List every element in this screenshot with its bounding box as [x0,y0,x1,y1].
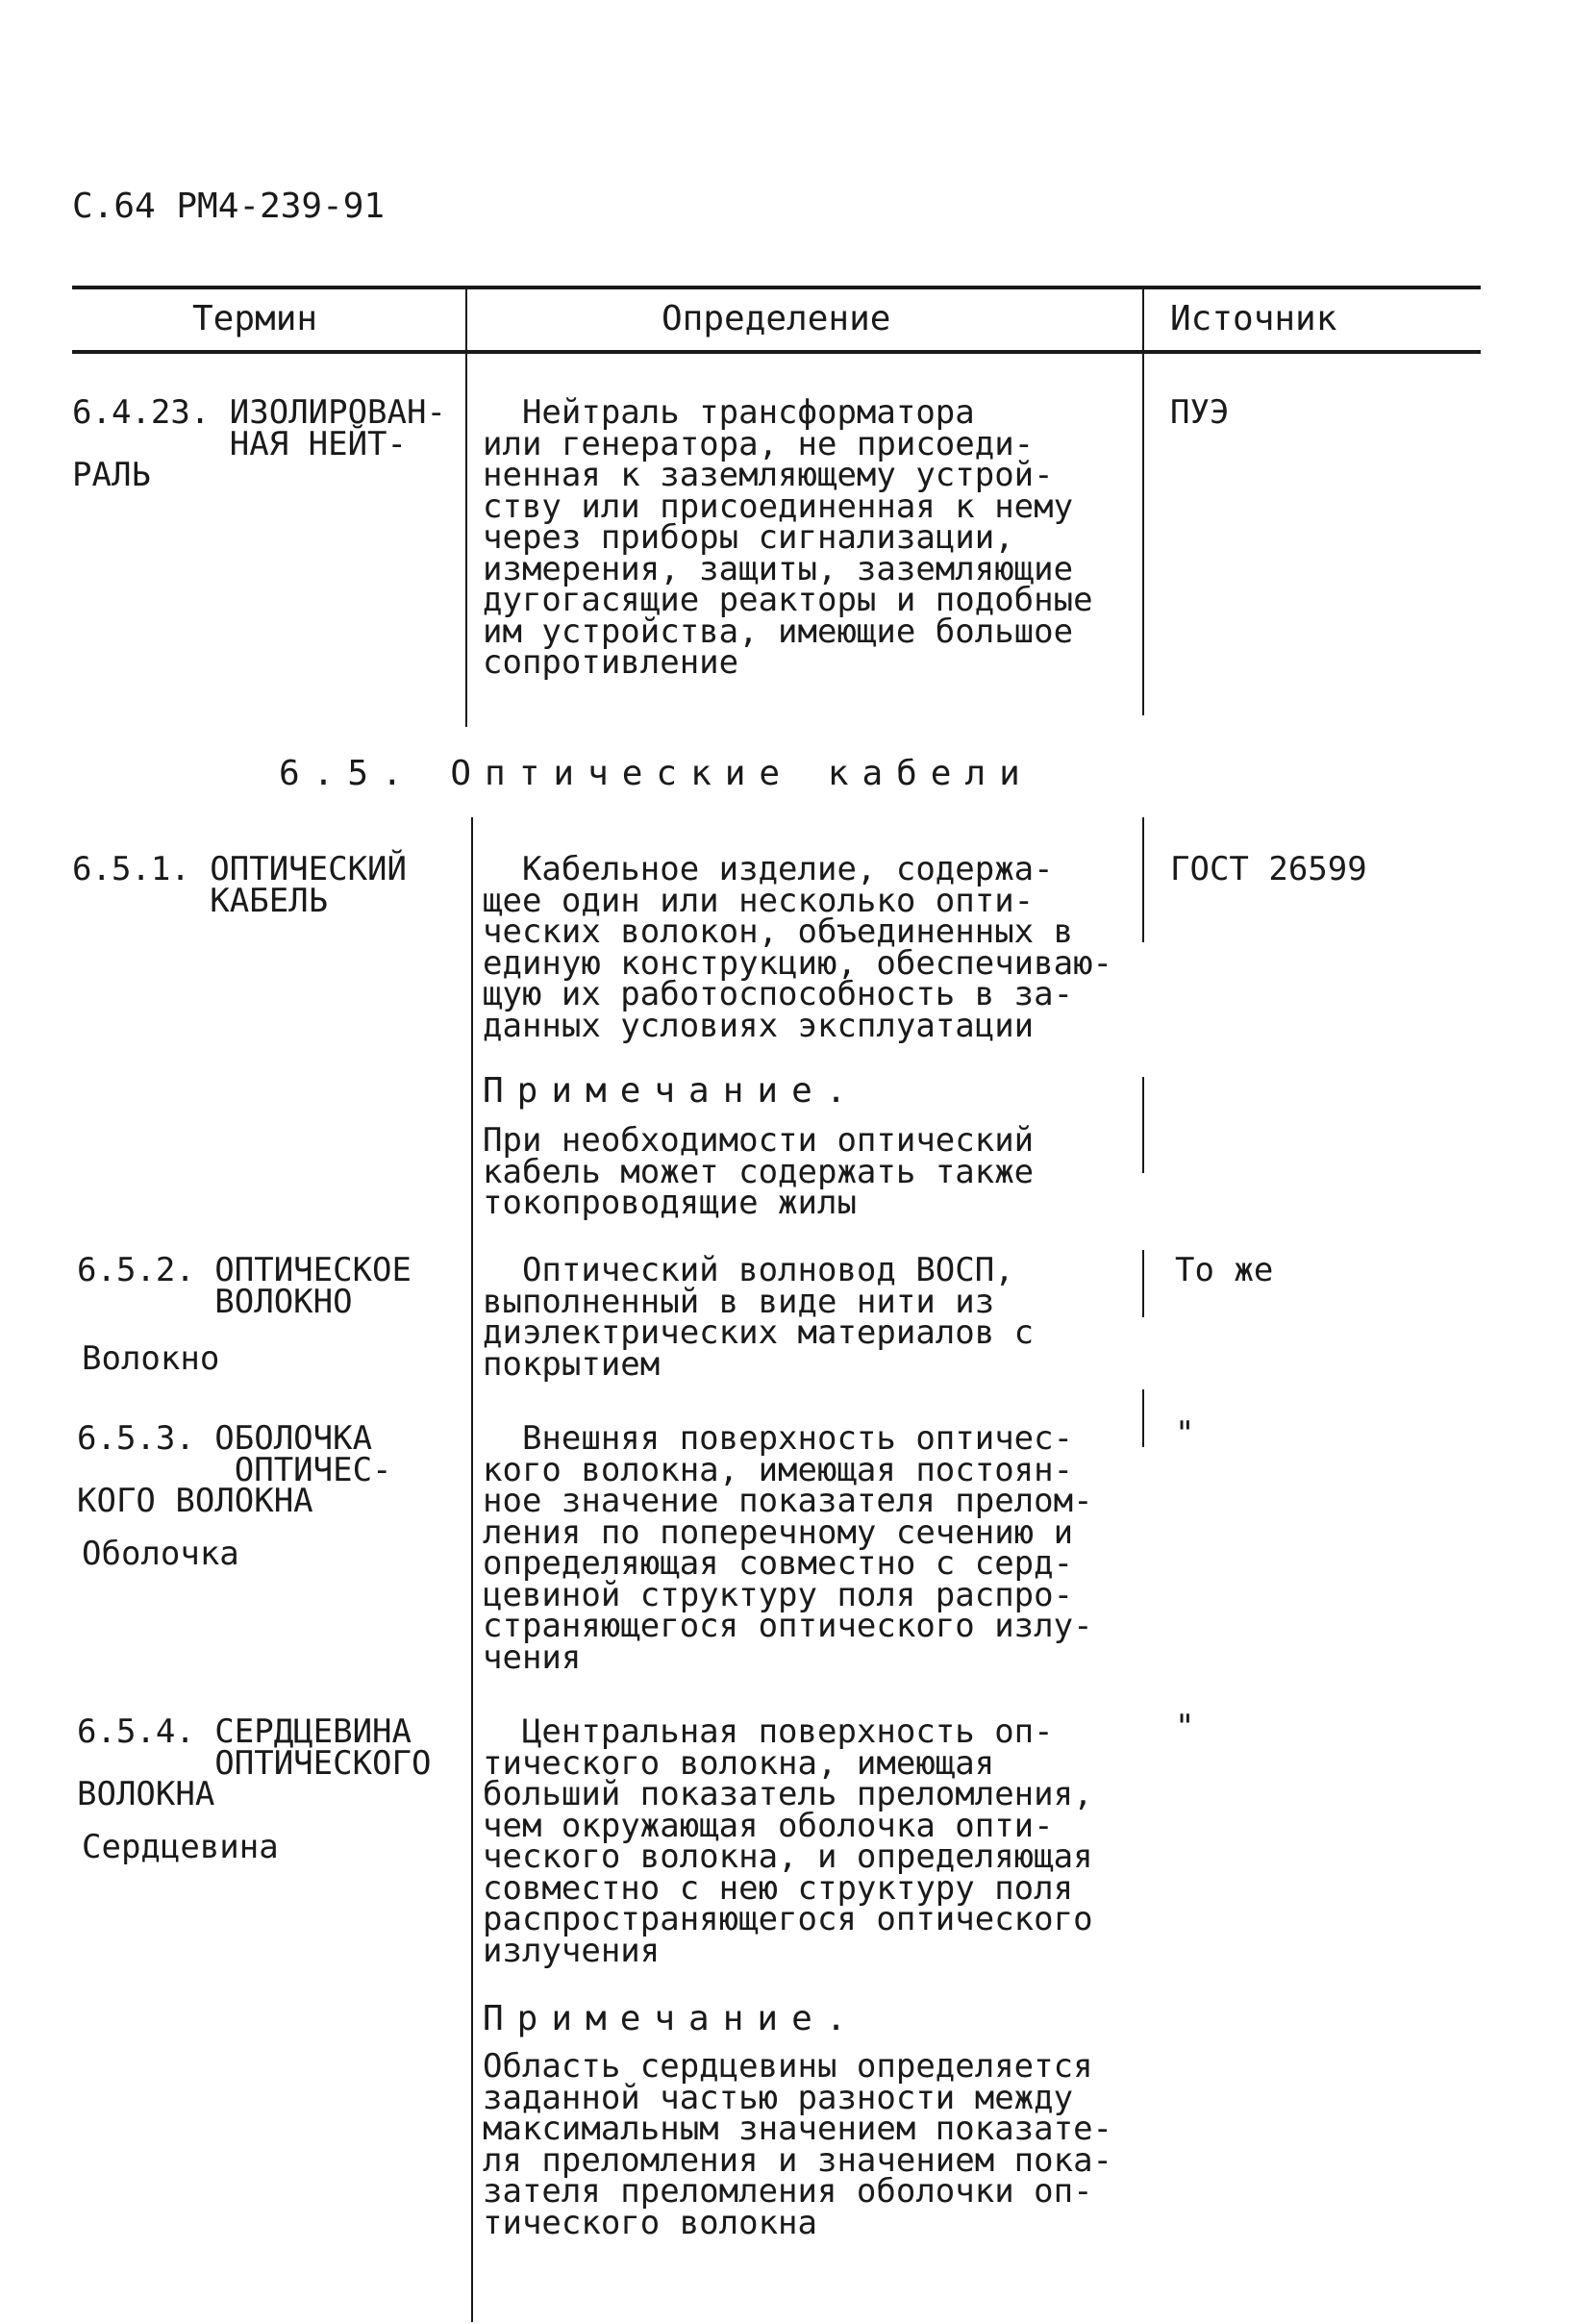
section-title: 6.5. Оптические кабели [279,754,1034,793]
column-divider-2 [1142,352,1144,715]
column-divider-2 [1142,1077,1144,1173]
entry-term: 6.5.1. ОПТИЧЕСКИЙ КАБЕЛЬ [72,850,407,920]
column-header-term: Термин [192,299,318,338]
column-divider-2 [1142,817,1144,942]
entry-alias: Сердцевина [82,1828,279,1866]
entry-source: ПУЭ [1170,393,1230,432]
entry-term: 6.4.23. ИЗОЛИРОВАН- НАЯ НЕЙТ- РАЛЬ [72,393,446,494]
entry-term: 6.5.3. ОБОЛОЧКА ОПТИЧЕС- КОГО ВОЛОКНА [77,1419,392,1520]
entry-source: " [1175,1708,1195,1746]
note-text: При необходимости оптический кабель может содержать также токопроводящие жилы [483,1121,1035,1222]
column-header-source: Источник [1170,299,1337,338]
note-text: Область сердцевины определяется заданной частью разности между максимальным значением показате- ля преломления и значением пока- зателя преломления оболочки оп- тического волокна [483,2047,1113,2242]
entry-source: " [1175,1414,1195,1453]
header-divider-2 [1142,287,1144,352]
column-divider-1 [465,352,467,727]
column-divider-2 [1142,1389,1144,1447]
entry-definition: Внешняя поверхность оптичес- кого волокна, имеющая постоян- ное значение показателя прелом- ления по поперечному сечению и определяющая совместно с серд- цевиной структуру поля распро- страняющегося оптического излу- чения [483,1419,1093,1677]
entry-term: 6.5.2. ОПТИЧЕСКОЕ ВОЛОКНО [77,1251,412,1321]
column-divider-1 [471,817,473,2322]
table-header-bottom-rule [72,350,1481,354]
entry-term: 6.5.4. СЕРДЦЕВИНА ОПТИЧЕСКОГО ВОЛОКНА [77,1712,432,1813]
entry-source: ГОСТ 26599 [1170,850,1367,888]
column-header-definition: Определение [662,299,891,338]
entry-definition: Кабельное изделие, содержа- щее один или несколько опти- ческих волокон, объединенных в единую конструкцию, обеспечиваю- щую их работоспособность в за- данных условиях эксплуатации [483,850,1113,1045]
note-label: Примечание. [483,1999,861,2038]
entry-definition: Центральная поверхность оп- тического волокна, имеющая больший показатель преломления, чем окружающая оболочка опти- ческого волокна, и определяющая совместно с нею структуру поля распространяющегося оптического излучения [483,1712,1093,1970]
entry-alias: Волокно [82,1339,220,1378]
note-label: Примечание. [483,1071,861,1111]
page-header: С.64 РМ4-239-91 [72,187,386,226]
entry-definition: Оптический волновод ВОСП, выполненный в виде нити из диэлектрических материалов с покрытием [483,1251,1035,1384]
entry-definition: Нейтраль трансформатора или генератора, не присоеди- ненная к заземляющему устрой- ству или присоединенная к нему через приборы сигнализации, измерения, защиты, заземляющие дугогасящие реакторы и подобные им устройства, имеющие большое сопротивление [483,393,1093,682]
entry-alias: Оболочка [82,1535,239,1573]
column-divider-2 [1142,1250,1144,1317]
header-divider-1 [465,287,467,352]
table-top-rule [72,286,1481,289]
entry-source: То же [1175,1251,1274,1289]
